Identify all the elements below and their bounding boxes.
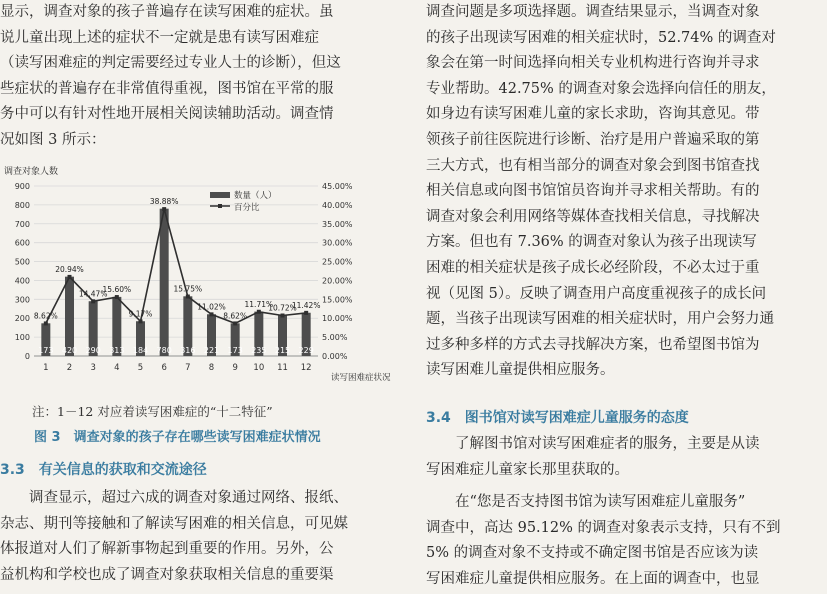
bar-value-label: 235	[251, 346, 267, 355]
right-tick-label: 10.00%	[322, 314, 353, 324]
text-line: 题，当孩子出现读写困难的相关症状时，用户会努力通	[426, 311, 774, 328]
left-tick-label: 700	[14, 219, 30, 229]
left-tick-label: 400	[14, 276, 30, 286]
text-line: 相关信息或向图书馆馆员咨询并寻求相关帮助。有的	[426, 183, 760, 200]
figure-note: 注：1－12 对应着读写困难症的“十二特征”	[32, 404, 273, 419]
percentage-label: 15.75%	[173, 284, 203, 294]
x-tick-label: 4	[114, 363, 120, 373]
text-line: 领孩子前往医院进行诊断、治疗是用户普遍采取的第	[426, 131, 760, 148]
section-3-3-paragraph	[0, 486, 398, 588]
x-tick-label: 1	[43, 363, 49, 373]
figure-caption: 图 3 调查对象的孩子存在哪些读写困难症状情况	[34, 430, 321, 445]
left-tick-label: 800	[14, 200, 30, 210]
right-tick-label: 40.00%	[322, 200, 353, 210]
bar-value-label: 290	[85, 346, 101, 355]
x-axis-ticks	[43, 363, 311, 373]
text-line: 调查对象会利用网络等媒体查找相关信息，寻找解决	[426, 208, 760, 225]
text-line: 如身边有读写困难儿童的家长求助，咨询其意见。带	[426, 106, 760, 123]
percentage-label: 38.88%	[149, 197, 179, 207]
bar-value-label: 780	[156, 346, 172, 355]
x-tick-label: 3	[90, 363, 96, 373]
percentage-point-3	[91, 299, 95, 303]
left-tick-label: 200	[14, 314, 30, 324]
text-line: 的孩子出现读写困难的相关症状时，52.74% 的调查对	[426, 29, 776, 46]
percentage-label: 11.71%	[244, 299, 274, 309]
percentage-label: 20.94%	[55, 264, 84, 274]
text-line: 调查问题是多项选择题。调查结果显示，当调查对象	[426, 4, 760, 20]
right-paragraph-3	[426, 490, 824, 592]
x-tick-label: 6	[161, 363, 167, 373]
right-axis-ticks	[322, 182, 353, 361]
percentage-label: 8.62%	[223, 311, 248, 321]
bar-value-label: 221	[203, 346, 220, 355]
text-line: 杂志、期刊等接触和了解读写困难的相关信息，可见媒	[0, 515, 348, 532]
percentage-point-6	[162, 207, 166, 211]
x-tick-label: 7	[185, 363, 191, 373]
symptom-chart	[0, 162, 398, 392]
text-line: 方案。但也有 7.36% 的调查对象认为孩子出现读写	[426, 234, 757, 251]
bar-2	[65, 277, 74, 356]
text-line: 写困难症儿童家长那里获取的。	[426, 461, 629, 478]
x-tick-label: 12	[300, 363, 312, 373]
left-tick-label: 600	[14, 238, 30, 248]
text-line: 写困难症儿童提供相应服务。在上面的调查中，也显	[426, 570, 760, 587]
legend	[210, 190, 277, 213]
x-tick-label: 9	[232, 363, 238, 373]
bar-value-label: 173	[227, 346, 243, 355]
legend-bar-label: 数量（人）	[234, 191, 277, 201]
x-tick-label: 5	[137, 363, 144, 373]
text-line: 5% 的调查对象不支持或不确定图书馆是否应该为读	[426, 545, 759, 562]
bar-value-label: 184	[132, 346, 149, 355]
text-line: 了解图书馆对读写困难症者的服务，主要是从读	[455, 436, 760, 452]
left-tick-label: 0	[24, 352, 30, 361]
text-line: 读写困难儿童提供相应服务。	[426, 362, 615, 379]
y-axis-title: 调查对象人数	[4, 167, 59, 177]
section-heading-3-4: 3.4 图书馆对读写困难症儿童服务的态度	[426, 410, 689, 426]
left-tick-label: 300	[14, 295, 30, 305]
percentage-point-2	[68, 275, 72, 279]
text-line: 在“您是否支持图书馆为读写困难症儿童服务”	[455, 494, 746, 510]
percentage-point-12	[304, 311, 308, 315]
x-tick-label: 2	[66, 363, 73, 373]
left-top-paragraph	[0, 0, 398, 154]
legend-bar-swatch	[210, 192, 230, 198]
percentage-point-10	[257, 310, 261, 314]
percentage-point-1	[44, 321, 48, 325]
right-tick-label: 25.00%	[322, 257, 353, 267]
bar-value-labels	[38, 346, 314, 355]
text-line: 况如图 3 所示：	[0, 131, 106, 148]
bar-6	[160, 209, 169, 356]
text-line: 显示，调查对象的孩子普遍存在读写困难的症状。虽	[0, 4, 334, 20]
text-line: 调查显示，超过六成的调查对象通过网络、报纸、	[29, 490, 348, 506]
right-tick-label: 15.00%	[322, 295, 353, 305]
text-line: 专业帮助。42.75% 的调查对象会选择向信任的朋友，	[426, 80, 776, 97]
text-line: 调查中，高达 95.12% 的调查对象表示支持，只有不到	[426, 519, 781, 536]
text-line: 些症状的普遍存在非常值得重视，图书馆在平常的服	[0, 80, 334, 97]
text-line: 益机构和学校也成了调查对象获取相关信息的重要渠	[0, 566, 334, 583]
percentage-label: 8.62%	[33, 311, 58, 321]
text-line: 体报道对人们了解新事物起到重要的作用。另外，公	[0, 541, 334, 558]
bar-series	[41, 209, 310, 356]
bar-value-label: 313	[109, 346, 125, 355]
percentage-point-8	[210, 312, 214, 316]
percentage-label: 10.72%	[268, 303, 297, 313]
right-paragraph-1	[426, 0, 824, 384]
x-axis-suffix: 读写困难症状况	[331, 373, 391, 383]
percentage-point-4	[115, 295, 119, 299]
percentage-label: 11.42%	[291, 300, 321, 310]
text-line: 说儿童出现上述的症状不一定就是患有读写困难症	[0, 29, 319, 46]
x-tick-label: 11	[277, 363, 288, 373]
left-tick-label: 900	[14, 182, 30, 191]
bar-value-label: 229	[298, 346, 314, 355]
left-tick-label: 100	[14, 333, 30, 343]
text-line: 视（见图 5）。反映了调查用户高度重视孩子的成长问	[426, 285, 767, 302]
right-tick-label: 35.00%	[322, 219, 353, 229]
legend-line-label: 百分比	[234, 203, 260, 213]
text-line: 务中可以有针对性地开展相关阅读辅助活动。调查情	[0, 106, 334, 123]
text-line: 困难的相关症状是孩子成长必经阶段，不必太过于重	[426, 259, 760, 276]
percentage-point-5	[139, 319, 143, 323]
percentage-label: 9.17%	[128, 309, 153, 319]
right-tick-label: 45.00%	[322, 182, 353, 191]
percentage-point-11	[281, 314, 285, 318]
section-heading-3-3: 3.3 有关信息的获取和交流途径	[0, 462, 207, 478]
right-tick-label: 0.00%	[322, 352, 348, 361]
text-line: 三大方式，也有相当部分的调查对象会到图书馆查找	[426, 157, 760, 174]
right-tick-label: 30.00%	[322, 238, 353, 248]
x-tick-label: 10	[253, 363, 265, 373]
percentage-label: 14.47%	[78, 289, 108, 299]
right-tick-label: 20.00%	[322, 276, 353, 286]
left-tick-label: 500	[14, 257, 30, 267]
bar-value-label: 173	[38, 346, 54, 355]
bar-value-label: 420	[61, 346, 78, 355]
x-tick-label: 8	[208, 363, 215, 373]
percentage-label: 15.60%	[102, 285, 132, 295]
percentage-point-9	[233, 321, 237, 325]
right-paragraph-2	[426, 432, 824, 483]
percentage-point-7	[186, 295, 190, 299]
text-line: 过多种多样的方式去寻找解决方案，也希望图书馆为	[426, 336, 760, 353]
bar-value-label: 215	[274, 346, 291, 355]
text-line: 象会在第一时间选择向相关专业机构进行咨询并寻求	[426, 55, 760, 72]
legend-line-marker	[218, 204, 222, 208]
right-tick-label: 5.00%	[322, 333, 348, 343]
left-axis-ticks	[15, 182, 30, 361]
text-line: （读写困难症的判定需要经过专业人士的诊断），但这	[0, 55, 341, 72]
bar-value-label: 316	[180, 346, 196, 355]
percentage-label: 11.02%	[197, 302, 226, 312]
